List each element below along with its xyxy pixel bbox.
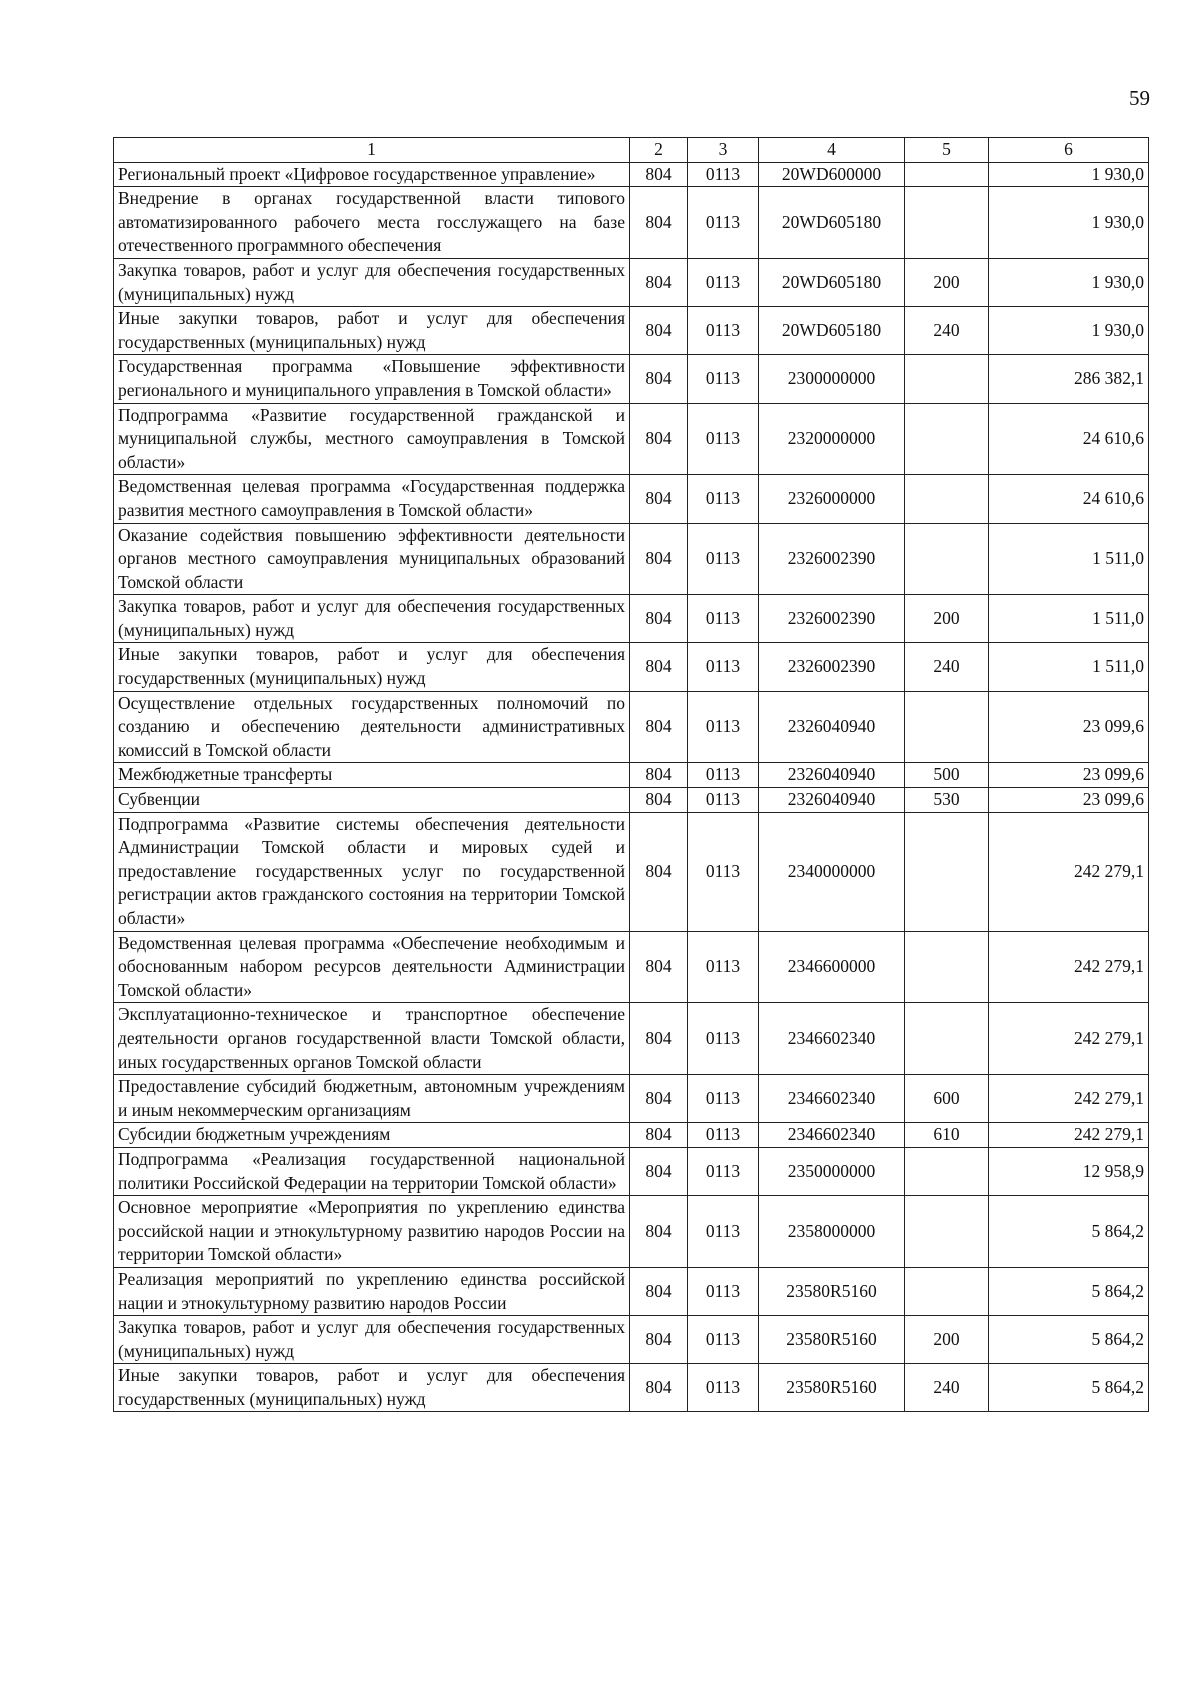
cell-csr: 2346600000 xyxy=(759,931,905,1003)
cell-razdel: 0113 xyxy=(688,162,759,187)
cell-csr: 2300000000 xyxy=(759,355,905,403)
table-row xyxy=(114,595,1149,643)
cell-csr: 2350000000 xyxy=(759,1147,905,1195)
cell-ved: 804 xyxy=(630,523,688,595)
cell-vr: 530 xyxy=(905,788,989,813)
table-row xyxy=(114,691,1149,763)
cell-vr: 240 xyxy=(905,307,989,355)
table-row xyxy=(114,1147,1149,1195)
cell-sum: 1 930,0 xyxy=(989,307,1149,355)
cell-sum: 12 958,9 xyxy=(989,1147,1149,1195)
cell-razdel: 0113 xyxy=(688,812,759,931)
cell-name: Иные закупки товаров, работ и услуг для обеспечения государственных (муниципальных) нужд xyxy=(114,643,630,691)
cell-sum: 24 610,6 xyxy=(989,475,1149,523)
cell-ved: 804 xyxy=(630,1364,688,1412)
table-row xyxy=(114,1316,1149,1364)
cell-csr: 2320000000 xyxy=(759,403,905,475)
cell-ved: 804 xyxy=(630,187,688,259)
table-row xyxy=(114,788,1149,813)
cell-csr: 20WD605180 xyxy=(759,307,905,355)
cell-csr: 2326002390 xyxy=(759,523,905,595)
cell-razdel: 0113 xyxy=(688,1123,759,1148)
cell-sum: 1 511,0 xyxy=(989,595,1149,643)
cell-csr: 23580R5160 xyxy=(759,1267,905,1315)
cell-vr: 240 xyxy=(905,1364,989,1412)
table-row xyxy=(114,258,1149,306)
column-header-name: 1 xyxy=(114,138,630,163)
table-body xyxy=(114,162,1149,1412)
cell-name: Ведомственная целевая программа «Государственная поддержка развития местного самоуправления в Томской области» xyxy=(114,475,630,523)
cell-ved: 804 xyxy=(630,691,688,763)
cell-vr: 200 xyxy=(905,595,989,643)
cell-csr: 2326002390 xyxy=(759,595,905,643)
table-row xyxy=(114,1196,1149,1268)
cell-vr xyxy=(905,1196,989,1268)
column-header-csr: 4 xyxy=(759,138,905,163)
table-row xyxy=(114,187,1149,259)
cell-name: Иные закупки товаров, работ и услуг для обеспечения государственных (муниципальных) нужд xyxy=(114,307,630,355)
cell-csr: 2326040940 xyxy=(759,788,905,813)
cell-csr: 20WD600000 xyxy=(759,162,905,187)
cell-sum: 1 511,0 xyxy=(989,523,1149,595)
table-row xyxy=(114,162,1149,187)
cell-vr xyxy=(905,523,989,595)
cell-ved: 804 xyxy=(630,812,688,931)
cell-name: Оказание содействия повышению эффективности деятельности органов местного самоуправления муниципальных образований Томской области xyxy=(114,523,630,595)
table-row xyxy=(114,355,1149,403)
cell-razdel: 0113 xyxy=(688,1196,759,1268)
cell-vr xyxy=(905,1267,989,1315)
cell-csr: 2358000000 xyxy=(759,1196,905,1268)
table-row xyxy=(114,1364,1149,1412)
cell-sum: 5 864,2 xyxy=(989,1196,1149,1268)
cell-ved: 804 xyxy=(630,307,688,355)
cell-vr: 240 xyxy=(905,643,989,691)
table-row xyxy=(114,403,1149,475)
column-header-razdel: 3 xyxy=(688,138,759,163)
table-row xyxy=(114,812,1149,931)
cell-razdel: 0113 xyxy=(688,763,759,788)
cell-vr xyxy=(905,403,989,475)
cell-name: Подпрограмма «Развитие системы обеспечения деятельности Администрации Томской области и мировых судей и предоставление государственных услуг по государственной регистрации актов гражданского состояния на территории Томской области» xyxy=(114,812,630,931)
cell-sum: 286 382,1 xyxy=(989,355,1149,403)
cell-name: Подпрограмма «Реализация государственной национальной политики Российской Федерации на территории Томской области» xyxy=(114,1147,630,1195)
cell-razdel: 0113 xyxy=(688,187,759,259)
cell-csr: 20WD605180 xyxy=(759,258,905,306)
cell-sum: 24 610,6 xyxy=(989,403,1149,475)
cell-razdel: 0113 xyxy=(688,643,759,691)
cell-vr: 610 xyxy=(905,1123,989,1148)
table-row xyxy=(114,1123,1149,1148)
cell-ved: 804 xyxy=(630,1196,688,1268)
cell-ved: 804 xyxy=(630,643,688,691)
cell-razdel: 0113 xyxy=(688,355,759,403)
page-number: 59 xyxy=(1129,86,1150,110)
cell-name: Эксплуатационно-техническое и транспортное обеспечение деятельности органов государственной власти Томской области, иных государственных органов Томской области xyxy=(114,1003,630,1075)
table-row xyxy=(114,1003,1149,1075)
cell-sum: 5 864,2 xyxy=(989,1364,1149,1412)
cell-csr: 2340000000 xyxy=(759,812,905,931)
cell-sum: 5 864,2 xyxy=(989,1267,1149,1315)
column-header-ved: 2 xyxy=(630,138,688,163)
cell-ved: 804 xyxy=(630,403,688,475)
column-header-vr: 5 xyxy=(905,138,989,163)
cell-sum: 1 930,0 xyxy=(989,258,1149,306)
cell-razdel: 0113 xyxy=(688,931,759,1003)
table-row xyxy=(114,931,1149,1003)
cell-vr xyxy=(905,187,989,259)
cell-razdel: 0113 xyxy=(688,258,759,306)
cell-name: Осуществление отдельных государственных полномочий по созданию и обеспечению деятельности административных комиссий в Томской области xyxy=(114,691,630,763)
cell-ved: 804 xyxy=(630,258,688,306)
cell-vr xyxy=(905,475,989,523)
cell-vr xyxy=(905,355,989,403)
cell-razdel: 0113 xyxy=(688,1147,759,1195)
cell-razdel: 0113 xyxy=(688,1316,759,1364)
cell-name: Реализация мероприятий по укреплению единства российской нации и этнокультурному развитию народов России xyxy=(114,1267,630,1315)
cell-razdel: 0113 xyxy=(688,595,759,643)
table-header-row xyxy=(114,138,1149,163)
cell-name: Субсидии бюджетным учреждениям xyxy=(114,1123,630,1148)
cell-name: Закупка товаров, работ и услуг для обеспечения государственных (муниципальных) нужд xyxy=(114,1316,630,1364)
cell-vr xyxy=(905,1147,989,1195)
cell-csr: 2346602340 xyxy=(759,1075,905,1123)
cell-name: Основное мероприятие «Мероприятия по укреплению единства российской нации и этнокультурному развитию народов России на территории Томской области» xyxy=(114,1196,630,1268)
cell-sum: 23 099,6 xyxy=(989,691,1149,763)
table-row xyxy=(114,643,1149,691)
cell-csr: 2346602340 xyxy=(759,1003,905,1075)
cell-ved: 804 xyxy=(630,763,688,788)
cell-csr: 23580R5160 xyxy=(759,1364,905,1412)
cell-ved: 804 xyxy=(630,162,688,187)
table-row xyxy=(114,475,1149,523)
table-row xyxy=(114,1075,1149,1123)
cell-razdel: 0113 xyxy=(688,1003,759,1075)
cell-sum: 1 930,0 xyxy=(989,162,1149,187)
cell-vr xyxy=(905,691,989,763)
cell-sum: 23 099,6 xyxy=(989,788,1149,813)
cell-csr: 2326040940 xyxy=(759,691,905,763)
cell-sum: 242 279,1 xyxy=(989,812,1149,931)
cell-ved: 804 xyxy=(630,1003,688,1075)
cell-name: Региональный проект «Цифровое государственное управление» xyxy=(114,162,630,187)
cell-name: Предоставление субсидий бюджетным, автономным учреждениям и иным некоммерческим организациям xyxy=(114,1075,630,1123)
cell-vr xyxy=(905,162,989,187)
cell-ved: 804 xyxy=(630,1123,688,1148)
table-row xyxy=(114,1267,1149,1315)
cell-sum: 5 864,2 xyxy=(989,1316,1149,1364)
table-row xyxy=(114,523,1149,595)
cell-csr: 2346602340 xyxy=(759,1123,905,1148)
cell-razdel: 0113 xyxy=(688,523,759,595)
cell-razdel: 0113 xyxy=(688,475,759,523)
cell-name: Закупка товаров, работ и услуг для обеспечения государственных (муниципальных) нужд xyxy=(114,595,630,643)
cell-sum: 23 099,6 xyxy=(989,763,1149,788)
cell-name: Закупка товаров, работ и услуг для обеспечения государственных (муниципальных) нужд xyxy=(114,258,630,306)
cell-name: Внедрение в органах государственной власти типового автоматизированного рабочего места госслужащего на базе отечественного программного обеспечения xyxy=(114,187,630,259)
cell-ved: 804 xyxy=(630,1147,688,1195)
cell-name: Подпрограмма «Развитие государственной гражданской и муниципальной службы, местного самоуправления в Томской области» xyxy=(114,403,630,475)
cell-vr: 500 xyxy=(905,763,989,788)
cell-ved: 804 xyxy=(630,931,688,1003)
cell-razdel: 0113 xyxy=(688,307,759,355)
cell-csr: 2326000000 xyxy=(759,475,905,523)
cell-vr: 200 xyxy=(905,258,989,306)
cell-sum: 242 279,1 xyxy=(989,1003,1149,1075)
cell-razdel: 0113 xyxy=(688,403,759,475)
cell-vr: 600 xyxy=(905,1075,989,1123)
cell-csr: 23580R5160 xyxy=(759,1316,905,1364)
budget-table xyxy=(113,137,1149,1412)
cell-name: Межбюджетные трансферты xyxy=(114,763,630,788)
cell-ved: 804 xyxy=(630,475,688,523)
cell-vr: 200 xyxy=(905,1316,989,1364)
cell-ved: 804 xyxy=(630,355,688,403)
cell-razdel: 0113 xyxy=(688,1075,759,1123)
cell-csr: 2326040940 xyxy=(759,763,905,788)
cell-sum: 242 279,1 xyxy=(989,931,1149,1003)
cell-razdel: 0113 xyxy=(688,691,759,763)
cell-csr: 20WD605180 xyxy=(759,187,905,259)
table-row xyxy=(114,763,1149,788)
cell-vr xyxy=(905,931,989,1003)
cell-sum: 1 930,0 xyxy=(989,187,1149,259)
cell-sum: 242 279,1 xyxy=(989,1123,1149,1148)
cell-razdel: 0113 xyxy=(688,1267,759,1315)
column-header-sum: 6 xyxy=(989,138,1149,163)
cell-ved: 804 xyxy=(630,788,688,813)
cell-ved: 804 xyxy=(630,1316,688,1364)
cell-razdel: 0113 xyxy=(688,1364,759,1412)
cell-csr: 2326002390 xyxy=(759,643,905,691)
cell-name: Субвенции xyxy=(114,788,630,813)
cell-razdel: 0113 xyxy=(688,788,759,813)
cell-sum: 242 279,1 xyxy=(989,1075,1149,1123)
cell-name: Государственная программа «Повышение эффективности регионального и муниципального управления в Томской области» xyxy=(114,355,630,403)
cell-ved: 804 xyxy=(630,595,688,643)
cell-ved: 804 xyxy=(630,1075,688,1123)
cell-vr xyxy=(905,812,989,931)
cell-ved: 804 xyxy=(630,1267,688,1315)
cell-sum: 1 511,0 xyxy=(989,643,1149,691)
cell-name: Ведомственная целевая программа «Обеспечение необходимым и обоснованным набором ресурсов деятельности Администрации Томской области» xyxy=(114,931,630,1003)
table-row xyxy=(114,307,1149,355)
cell-name: Иные закупки товаров, работ и услуг для обеспечения государственных (муниципальных) нужд xyxy=(114,1364,630,1412)
cell-vr xyxy=(905,1003,989,1075)
